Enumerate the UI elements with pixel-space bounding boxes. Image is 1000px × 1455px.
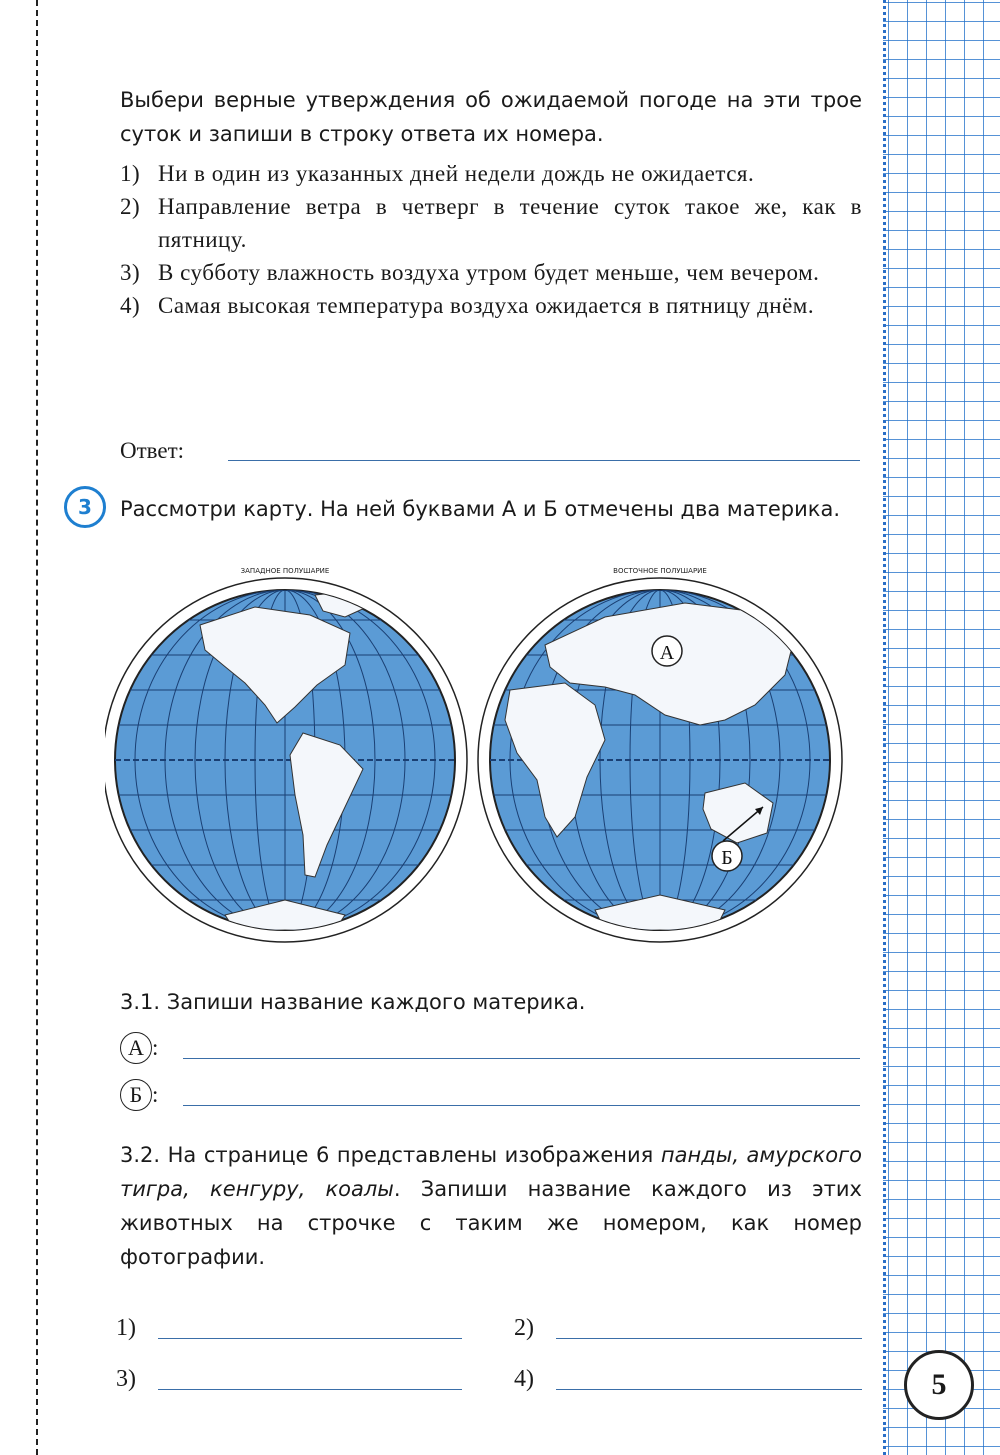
answer-num-4: 4) <box>514 1366 534 1392</box>
hemispheres-map <box>105 555 865 965</box>
option-3: 3) В субботу влажность воздуха утром будет меньше, чем вечером. <box>120 260 820 285</box>
answer-num-3: 3) <box>116 1366 136 1392</box>
colon-b: : <box>152 1082 159 1107</box>
answer-label: Ответ: <box>120 438 185 463</box>
answer-line-3[interactable] <box>158 1389 462 1390</box>
options-list <box>120 157 862 322</box>
answer-line-4[interactable] <box>556 1389 862 1390</box>
answer-line-1[interactable] <box>158 1338 462 1339</box>
west-title: ЗАПАДНОЕ ПОЛУШАРИЕ <box>240 567 330 575</box>
question-intro: Выбери верные утверждения об ожидаемой погоде на эти трое суток и запиши в строку ответа их номера. <box>120 88 862 146</box>
marker-a: А <box>659 642 675 664</box>
task-number-badge: 3 <box>64 486 106 528</box>
option-2: 2) Направление ветра в четверг в течение суток такое же, как в пятницу. <box>120 194 862 252</box>
colon-a: : <box>152 1035 159 1060</box>
option-4: 4) Самая высокая температура воздуха ожидается в пятницу днём. <box>120 293 815 318</box>
answer-line[interactable] <box>228 460 860 461</box>
marker-b: Б <box>721 847 733 869</box>
answer-b-line[interactable] <box>183 1105 860 1106</box>
page-number: 5 <box>904 1350 974 1420</box>
answer-a-line[interactable] <box>183 1058 860 1059</box>
label-a: А <box>120 1032 152 1064</box>
cut-line <box>36 0 38 1455</box>
east-hemisphere <box>478 567 842 942</box>
answer-line-2[interactable] <box>556 1338 862 1339</box>
option-1: 1) Ни в один из указанных дней недели дождь не ожидается. <box>120 161 755 186</box>
task-text: Рассмотри карту. На ней буквами А и Б отмечены два материка. <box>120 497 840 521</box>
label-b: Б <box>120 1079 152 1111</box>
answer-b-row <box>120 1078 158 1111</box>
subtask-3-1: 3.1. Запиши название каждого материка. <box>120 990 586 1014</box>
east-title: ВОСТОЧНОЕ ПОЛУШАРИЕ <box>613 567 707 575</box>
west-hemisphere <box>105 567 467 942</box>
answer-num-1: 1) <box>116 1315 136 1341</box>
grid-margin <box>883 0 1000 1455</box>
subtask-3-2: 3.2. На странице 6 представлены изображения панды, амурского тигра, кенгуру, коалы. Запиши название каждого из этих животных на строчке с таким же номером, как номер фотографии. <box>120 1143 862 1269</box>
answer-num-2: 2) <box>514 1315 534 1341</box>
answer-a-row <box>120 1031 158 1064</box>
